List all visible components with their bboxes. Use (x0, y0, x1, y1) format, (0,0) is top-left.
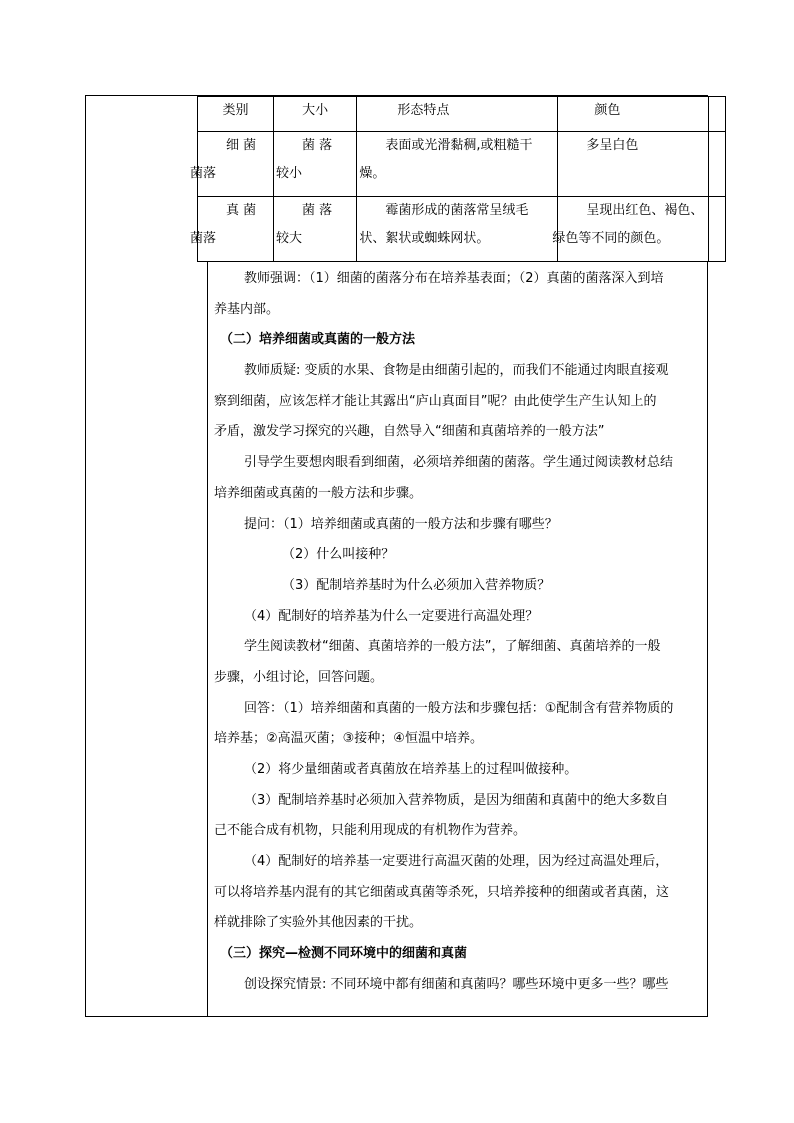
paragraph-line: 察到细菌，应该怎样才能让其露出“庐山真面目”呢？由此使学生产生认知上的 (214, 393, 657, 409)
cell-extra (709, 197, 726, 262)
cell-shape (357, 197, 558, 262)
cell-line: 菌 落 (302, 203, 333, 218)
cell-type (190, 132, 274, 197)
paragraph-line: 教师强调：（1）细菌的菌落分布在培养基表面；（2）真菌的菌落深入到培 (244, 271, 664, 286)
paragraph-line: 培养细菌或真菌的一般方法和步骤。 (214, 485, 423, 501)
lesson-body (214, 264, 702, 1001)
cell-size (274, 132, 357, 197)
question-line: 提问：（1）培养细菌或真菌的一般方法和步骤有哪些？ (244, 516, 558, 532)
cell-color (558, 132, 709, 197)
paragraph-line: 学生阅读教材“细菌、真菌培养的一般方法”，了解细菌、真菌培养的一般 (244, 639, 661, 655)
cell-line: 表面或光滑黏稠,或粗糙干 (385, 138, 533, 153)
cell-line: 较小 (276, 166, 303, 181)
question-line: （3）配制培养基时为什么必须加入营养物质？ (282, 577, 551, 593)
cell-size (274, 197, 357, 262)
answer-line: 己不能合成有机物，只能利用现成的有机物作为营养。 (214, 823, 527, 839)
cell-line: 较大 (276, 231, 303, 246)
cell-color (552, 197, 709, 262)
section-heading: （三）探究—检测不同环境中的细菌和真菌 (220, 946, 468, 962)
paragraph-line: 矛盾，激发学习探究的兴趣，自然导入“细菌和真菌培养的一般方法” (214, 424, 605, 440)
header-shape: 形态特点 (357, 97, 558, 132)
cell-line: 真 菌 (226, 203, 257, 218)
paragraph-line: 创设探究情景: 不同环境中都有细菌和真菌吗？哪些环境中更多一些？哪些 (244, 976, 669, 992)
answer-line: 回答：（1）培养细菌和真菌的一般方法和步骤包括：①配制含有营养物质的 (244, 700, 674, 716)
paragraph-line: 步骤，小组讨论，回答问题。 (214, 669, 384, 685)
cell-line: 呈现出红色、褐色、 (586, 203, 704, 218)
answer-line: （3）配制培养基时必须加入营养物质，是因为细菌和真菌中的绝大多数自 (244, 792, 669, 808)
table-row (198, 197, 726, 262)
header-size: 大小 (274, 97, 357, 132)
cell-type (190, 197, 274, 262)
cell-line: 霉菌形成的菌落常呈绒毛 (385, 203, 529, 218)
answer-line: （4）配制好的培养基一定要进行高温灭菌的处理，因为经过高温处理后， (244, 854, 669, 870)
question-line: （4）配制好的培养基为什么一定要进行高温处理？ (244, 608, 539, 624)
colony-comparison-table (190, 96, 726, 262)
paragraph-line: 教师质疑: 变质的水果、食物是由细菌引起的，而我们不能通过肉眼直接观 (244, 363, 669, 379)
header-type: 类别 (198, 97, 274, 132)
header-extra (709, 97, 726, 132)
table-row (198, 132, 726, 197)
table-header-row (198, 97, 726, 132)
cell-line: 多呈白色 (586, 138, 639, 153)
paragraph-line: 引导学生要想肉眼看到细菌，必须培养细菌的菌落。学生通过阅读教材总结 (244, 455, 674, 471)
cell-shape (357, 132, 558, 197)
section-heading: （二）培养细菌或真菌的一般方法 (220, 332, 416, 348)
cell-line: 菌 落 (302, 138, 333, 153)
cell-line: 菌落 (190, 166, 217, 181)
cell-line: 绿色等不同的颜色。 (552, 231, 670, 246)
cell-line: 燥。 (359, 166, 386, 181)
cell-line: 状、絮状或蜘蛛网状。 (359, 231, 490, 246)
answer-line: 可以将培养基内混有的其它细菌或真菌等杀死，只培养接种的细菌或者真菌，这 (214, 884, 670, 900)
cell-line: 细 菌 (226, 138, 257, 153)
question-line: （2）什么叫接种？ (282, 547, 395, 563)
answer-line: 样就排除了实验外其他因素的干扰。 (214, 915, 423, 931)
cell-extra (709, 132, 726, 197)
answer-line: （2）将少量细菌或者真菌放在培养基上的过程叫做接种。 (244, 762, 578, 777)
answer-line: 培养基；②高温灭菌；③接种；④恒温中培养。 (214, 731, 483, 747)
paragraph-line: 养基内部。 (214, 301, 280, 317)
cell-line: 菌落 (190, 231, 217, 246)
header-color: 颜色 (558, 97, 709, 132)
